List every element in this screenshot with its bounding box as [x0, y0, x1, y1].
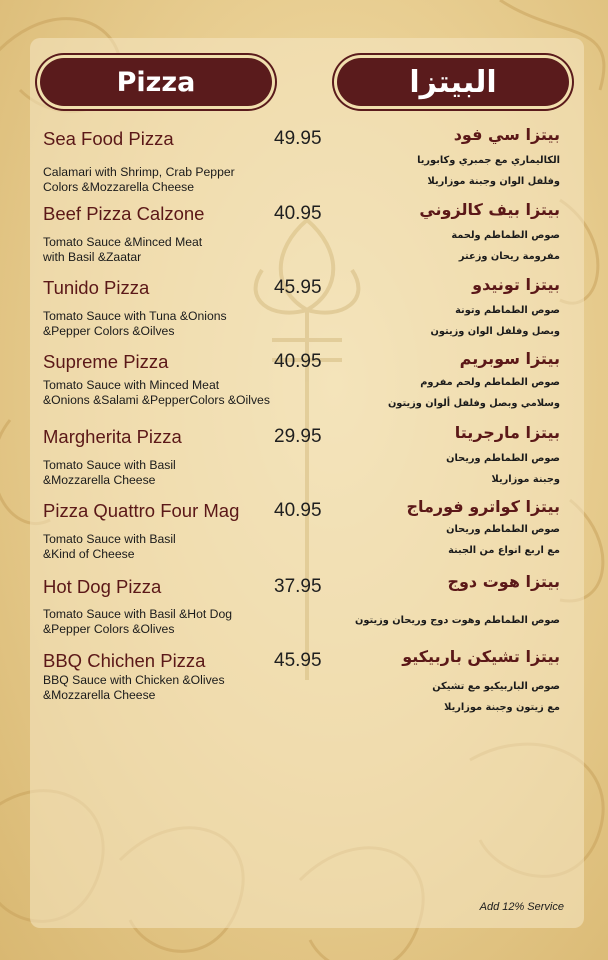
item-description-line: مع زيتون وجبنة موزاريلا [444, 702, 560, 713]
item-description-en [43, 458, 283, 487]
item-description-line: Tomato Sauce with Tuna &Onions [43, 309, 227, 323]
item-description-line: &Mozzarella Cheese [43, 687, 156, 702]
item-name-ar: بيتزا سوبريم [459, 349, 560, 368]
item-description-ar [330, 225, 560, 267]
item-description-line: &Mozzarella Cheese [43, 472, 156, 487]
item-description-line: وبصل وفلفل الوان وزيتون [430, 326, 560, 337]
item-description-line: صوص الطماطم وريحان [446, 453, 560, 464]
item-description-line: BBQ Sauce with Chicken &Olives [43, 673, 225, 687]
item-price: 49.95 [274, 128, 322, 149]
item-description-line: Tomato Sauce with Basil [43, 458, 176, 472]
item-description-line: صوص الطماطم وريحان [446, 524, 560, 535]
item-price: 40.95 [274, 351, 322, 372]
item-description-line: وفلفل الوان وجبنة موزاريلا [427, 176, 560, 187]
item-name-ar: بيتزا تونيدو [472, 275, 560, 294]
item-name-en: BBQ Chichen Pizza [43, 650, 206, 671]
item-description-line: with Basil &Zaatar [43, 249, 142, 264]
item-name-en: Tunido Pizza [43, 277, 150, 298]
item-description-ar [330, 150, 560, 192]
item-price: 45.95 [274, 277, 322, 298]
item-description-en [43, 165, 283, 194]
item-name-en: Supreme Pizza [43, 351, 169, 372]
item-name-ar: بيتزا تشيكن باربيكيو [402, 647, 560, 666]
item-name-en: Beef Pizza Calzone [43, 203, 205, 224]
item-description-line: Tomato Sauce &Minced Meat [43, 235, 203, 249]
item-description-ar [330, 610, 560, 631]
header-title-ar: البيتزا [337, 58, 569, 106]
header-title-en: Pizza [40, 58, 272, 106]
item-name-en: Sea Food Pizza [43, 128, 174, 149]
item-description-line: Tomato Sauce with Minced Meat [43, 378, 220, 392]
item-description-ar [330, 519, 560, 561]
item-price: 40.95 [274, 500, 322, 521]
item-description-ar [330, 300, 560, 342]
item-description-line: مفرومة ريحان وزعتر [458, 251, 560, 262]
item-name-ar: بيتزا كواترو فورماج [406, 497, 560, 516]
item-description-line: مع اربع انواع من الجبنة [448, 545, 560, 556]
item-description-line: صوص الباربيكيو مع تشيكن [432, 681, 560, 692]
item-name-ar: بيتزا بيف كالزوني [419, 200, 560, 219]
item-description-line: Tomato Sauce with Basil [43, 532, 176, 546]
item-price: 29.95 [274, 426, 322, 447]
item-description-ar [330, 676, 560, 718]
item-description-en [43, 532, 283, 561]
item-name-ar: بيتزا مارجريتا [454, 423, 560, 442]
item-description-line: صوص الطماطم ولحم مفروم [420, 377, 560, 388]
item-description-line: صوص الطماطم ولحمة [451, 230, 560, 241]
item-name-ar: بيتزا سي فود [453, 125, 560, 144]
item-description-line: &Onions &Salami &PepperColors &Oilves [43, 392, 270, 407]
item-description-line: صوص الطماطم وتونة [455, 305, 560, 316]
item-description-line: &Pepper Colors &Oilves [43, 323, 175, 338]
item-price: 37.95 [274, 576, 322, 597]
item-description-line: Tomato Sauce with Basil &Hot Dog [43, 607, 232, 621]
item-description-ar [330, 448, 560, 490]
item-description-en [43, 673, 283, 702]
item-description-line: وجبنة موزاريلا [491, 474, 560, 485]
item-description-line: &Kind of Cheese [43, 546, 135, 561]
item-description-line: الكاليماري مع جمبري وكابوريا [417, 155, 560, 166]
item-description-en [43, 607, 283, 636]
item-description-line: Calamari with Shrimp, Crab Pepper [43, 165, 235, 179]
item-description-en [43, 378, 283, 407]
item-price: 45.95 [274, 650, 322, 671]
item-name-en: Pizza Quattro Four Mag [43, 500, 240, 521]
item-description-line: وسلامي وبصل وفلفل ألوان وزيتون [387, 398, 560, 409]
item-description-line: &Pepper Colors &Olives [43, 621, 175, 636]
service-charge-note: Add 12% Service [479, 901, 564, 913]
item-name-ar: بيتزا هوت دوج [447, 572, 560, 591]
item-name-en: Hot Dog Pizza [43, 576, 162, 597]
item-name-en: Margherita Pizza [43, 426, 182, 447]
item-description-line: Colors &Mozzarella Cheese [43, 179, 195, 194]
item-description-line: صوص الطماطم وهوت دوج وريحان وزيتون [354, 615, 560, 626]
item-description-en [43, 309, 283, 338]
item-price: 40.95 [274, 203, 322, 224]
item-description-en [43, 235, 283, 264]
item-description-ar [330, 372, 560, 414]
